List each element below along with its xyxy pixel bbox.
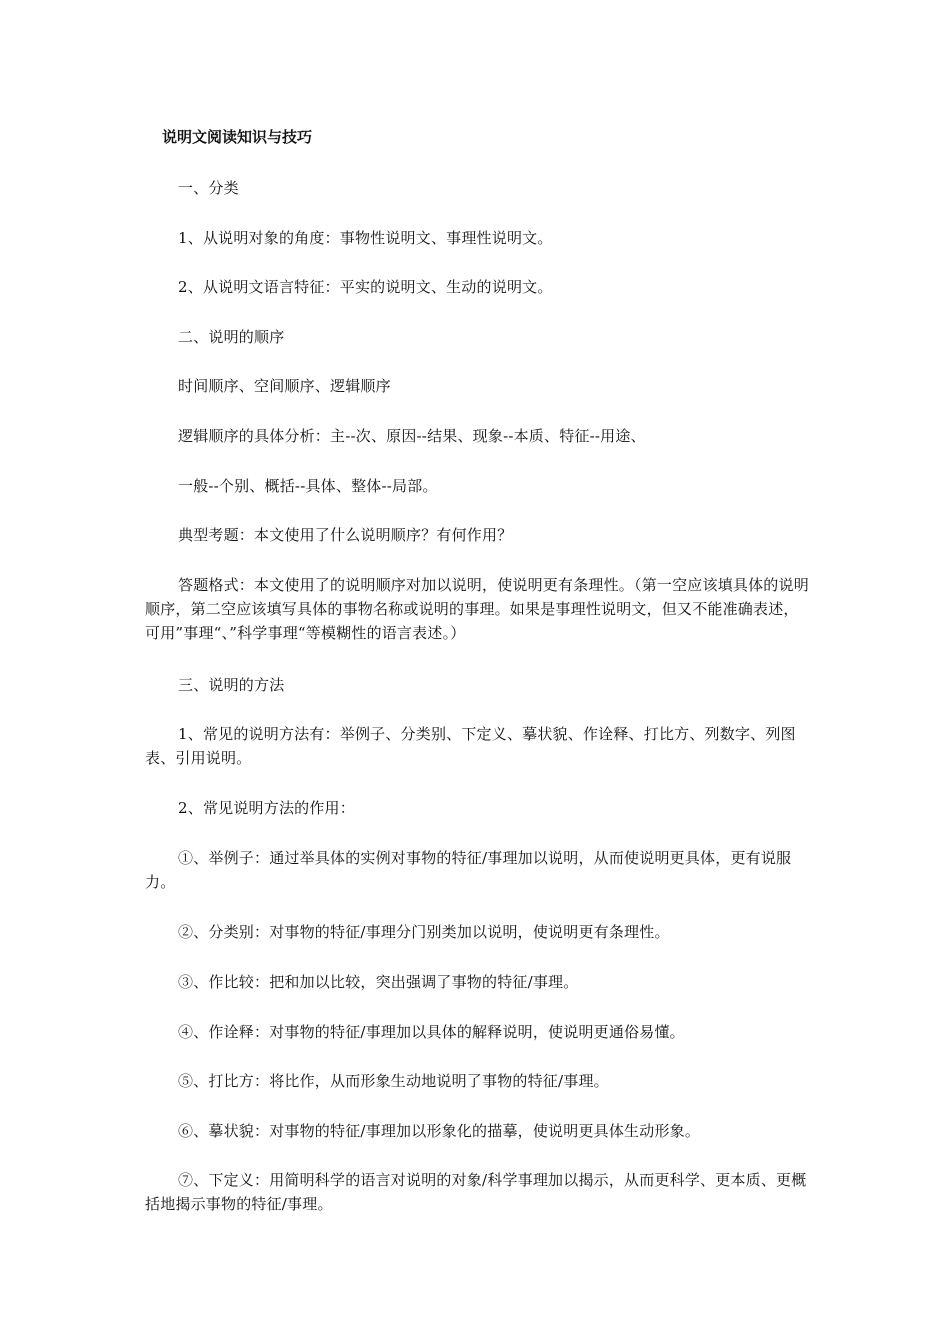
paragraph: 答题格式：本文使用了的说明顺序对加以说明，使说明更有条理性。（第一空应该填具体的说明顺序，第二空应该填写具体的事物名称或说明的事理。如果是事理性说明文，但又不能准确表述，可用”事理“、”科学事理“等模糊性的语言表述。） (145, 576, 809, 642)
paragraph: 2、常见说明方法的作用： (178, 799, 355, 817)
paragraph: 1、从说明对象的角度：事物性说明文、事理性说明文。 (178, 229, 553, 247)
section-heading-classification: 一、分类 (178, 179, 239, 197)
section-heading-methods: 三、说明的方法 (178, 676, 285, 694)
paragraph: 时间顺序、空间顺序、逻辑顺序 (178, 377, 391, 395)
paragraph: 典型考题：本文使用了什么说明顺序？有何作用？ (178, 526, 513, 544)
paragraph: 2、从说明文语言特征：平实的说明文、生动的说明文。 (178, 278, 553, 296)
section-heading-order: 二、说明的顺序 (178, 328, 285, 346)
paragraph: ⑥、摹状貌：对事物的特征/事理加以形象化的描摹，使说明更具体生动形象。 (178, 1122, 701, 1140)
paragraph: ④、作诠释：对事物的特征/事理加以具体的解释说明，使说明更通俗易懂。 (178, 1023, 685, 1041)
paragraph: 1、常见的说明方法有：举例子、分类别、下定义、摹状貌、作诠释、打比方、列数字、列图表、引用说明。 (145, 725, 796, 767)
document-title: 说明文阅读知识与技巧 (162, 128, 313, 146)
paragraph: ①、举例子：通过举具体的实例对事物的特征/事理加以说明，从而使说明更具体，更有说服力。 (145, 849, 792, 891)
paragraph: ③、作比较：把和加以比较，突出强调了事物的特征/事理。 (178, 973, 579, 991)
paragraph: ⑤、打比方：将比作，从而形象生动地说明了事物的特征/事理。 (178, 1072, 609, 1090)
paragraph: 逻辑顺序的具体分析：主--次、原因--结果、现象--本质、特征--用途、 (178, 427, 646, 445)
paragraph: ②、分类别：对事物的特征/事理分门别类加以说明，使说明更有条理性。 (178, 923, 670, 941)
paragraph: 一般--个别、概括--具体、整体--局部。 (178, 477, 438, 495)
paragraph: ⑦、下定义：用简明科学的语言对说明的对象/科学事理加以揭示，从而更科学、更本质、更概括地揭示事物的特征/事理。 (145, 1171, 807, 1213)
